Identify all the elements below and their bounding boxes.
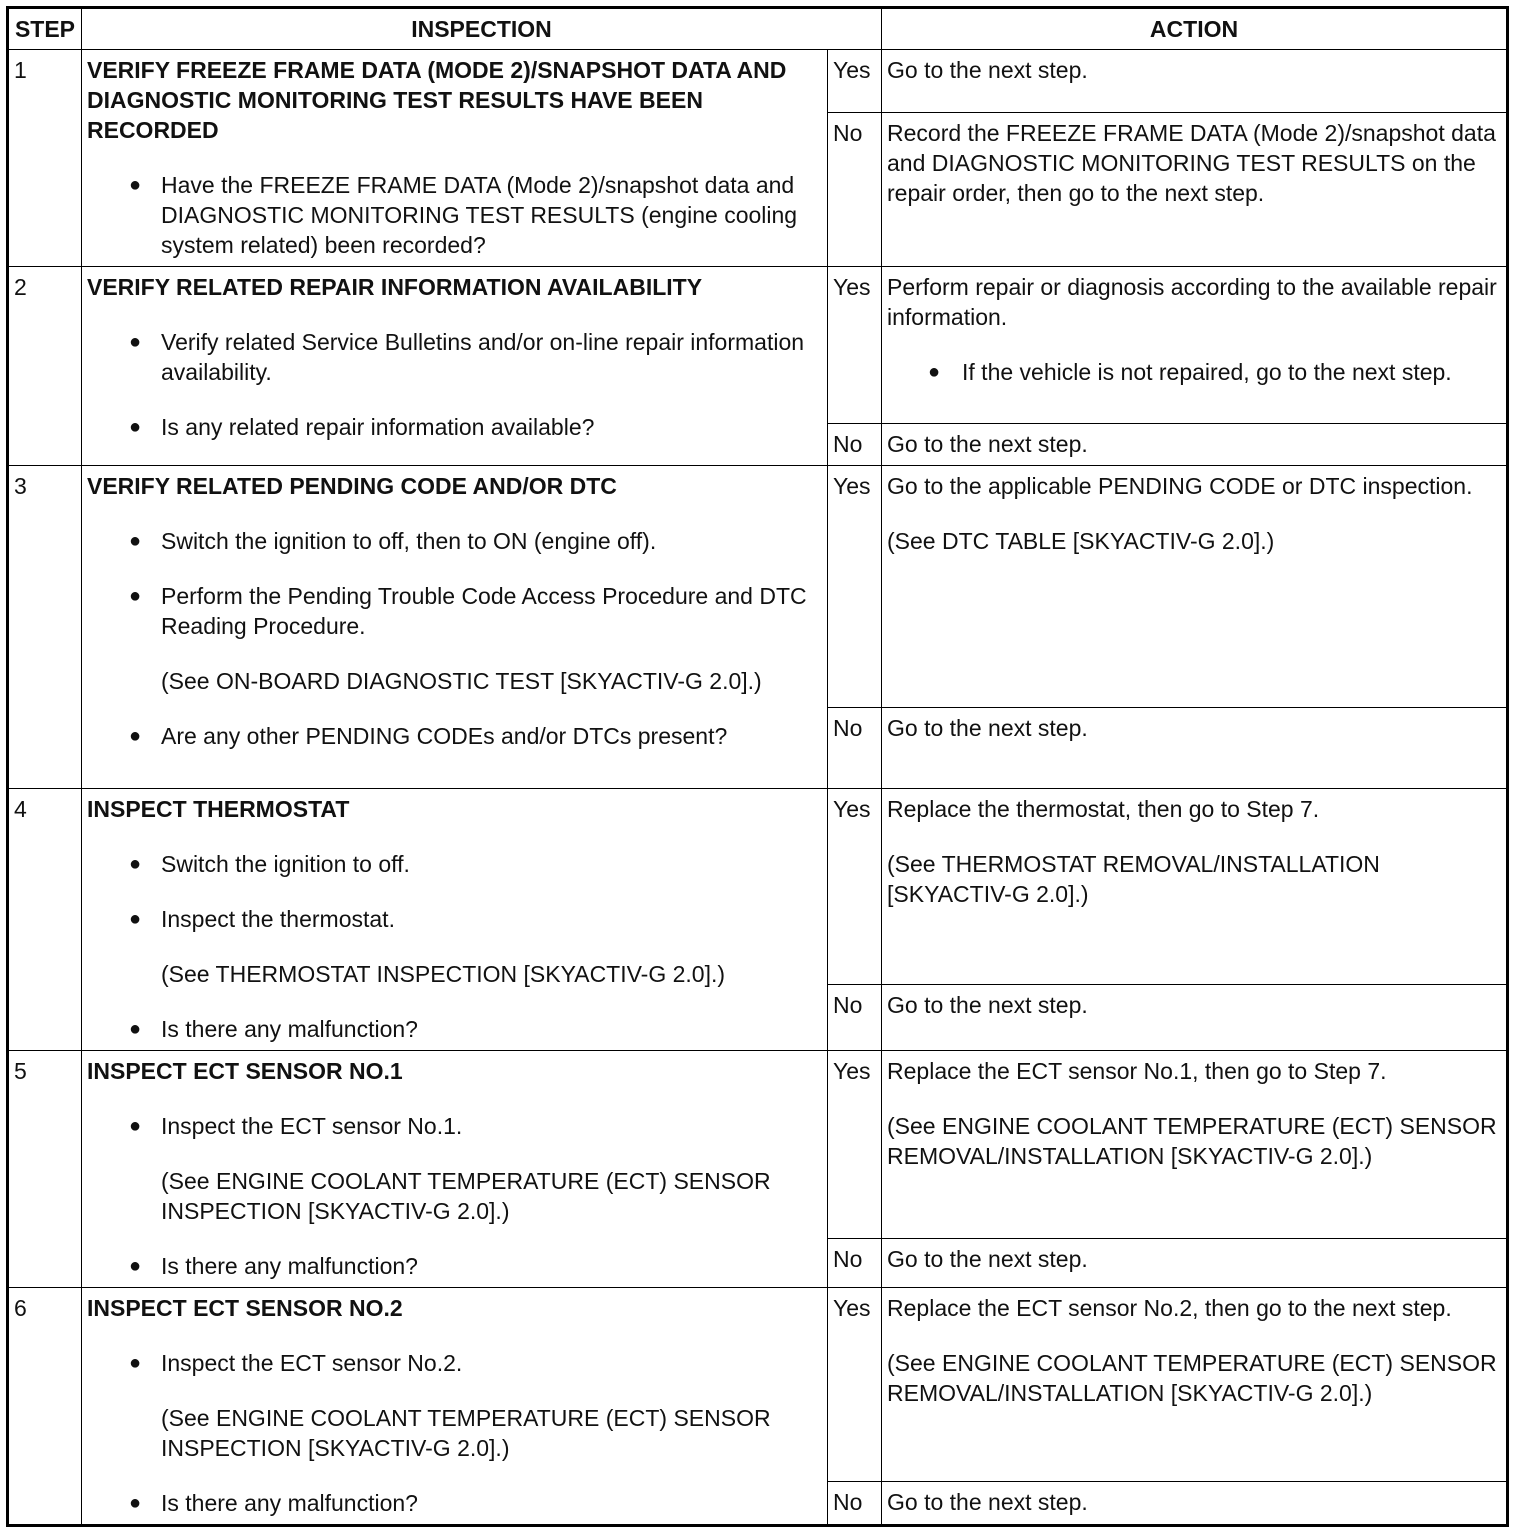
yes-label: Yes: [828, 1051, 882, 1239]
list-item: ● Perform the Pending Trouble Code Access Procedure and DTC Reading Procedure.: [87, 581, 823, 641]
no-label: No: [828, 708, 882, 789]
action-cell: [882, 50, 1508, 113]
action-text: Record the FREEZE FRAME DATA (Mode 2)/snapshot data and DIAGNOSTIC MONITORING TEST RESULTS on the repair order, then go to the next step.: [887, 120, 1496, 206]
reference-note: (See ENGINE COOLANT TEMPERATURE (ECT) SENSOR INSPECTION [SKYACTIV-G 2.0].): [161, 1405, 771, 1461]
list-item: ● Inspect the thermostat.: [87, 904, 823, 934]
list-item: ● Verify related Service Bulletins and/or on-line repair information availability.: [87, 327, 823, 387]
inspection-cell: [82, 267, 828, 466]
reference-note: (See THERMOSTAT REMOVAL/INSTALLATION [SKYACTIV-G 2.0].): [887, 851, 1380, 907]
header-step: STEP: [8, 8, 82, 50]
table-header-row: [8, 8, 1508, 50]
yes-label: Yes: [828, 50, 882, 113]
no-label: No: [828, 1482, 882, 1526]
reference-note: (See ENGINE COOLANT TEMPERATURE (ECT) SENSOR INSPECTION [SKYACTIV-G 2.0].): [161, 1168, 771, 1224]
no-label: No: [828, 1239, 882, 1288]
action-cell: [882, 1288, 1508, 1482]
step-title: VERIFY RELATED REPAIR INFORMATION AVAILABILITY: [87, 274, 703, 300]
action-text: Go to the next step.: [887, 1246, 1088, 1272]
header-action: ACTION: [882, 8, 1508, 50]
step-number: 5: [8, 1051, 82, 1288]
action-cell: [882, 789, 1508, 985]
step-number: 4: [8, 789, 82, 1051]
bullet-list: [87, 1488, 823, 1518]
bullet-list: [87, 849, 823, 934]
list-item: ● Switch the ignition to off, then to ON (engine off).: [87, 526, 823, 556]
no-label: No: [828, 985, 882, 1051]
action-cell: [882, 466, 1508, 708]
bullet-list: [87, 1251, 823, 1281]
action-cell: [882, 424, 1508, 466]
table-row: [8, 267, 1508, 424]
action-text: Replace the ECT sensor No.2, then go to the next step.: [887, 1295, 1452, 1321]
step-title: VERIFY FREEZE FRAME DATA (MODE 2)/SNAPSHOT DATA AND DIAGNOSTIC MONITORING TEST RESULTS HAVE BEEN RECORDED: [87, 57, 787, 143]
step-title: VERIFY RELATED PENDING CODE AND/OR DTC: [87, 473, 617, 499]
action-bullet-list: [887, 357, 1502, 387]
action-text: Go to the next step.: [887, 992, 1088, 1018]
reference-note: (See ENGINE COOLANT TEMPERATURE (ECT) SENSOR REMOVAL/INSTALLATION [SKYACTIV-G 2.0].): [887, 1350, 1497, 1406]
list-item: ● If the vehicle is not repaired, go to the next step.: [887, 357, 1502, 387]
action-text: Replace the thermostat, then go to Step 7.: [887, 796, 1320, 822]
step-title: INSPECT ECT SENSOR NO.1: [87, 1058, 403, 1084]
action-cell: [882, 113, 1508, 267]
list-item: ● Is there any malfunction?: [87, 1014, 823, 1044]
header-inspection: INSPECTION: [82, 8, 882, 50]
action-text: Go to the next step.: [887, 57, 1088, 83]
inspection-cell: [82, 50, 828, 267]
no-label: No: [828, 424, 882, 466]
reference-note: (See THERMOSTAT INSPECTION [SKYACTIV-G 2.0].): [161, 961, 726, 987]
bullet-list: [87, 1014, 823, 1044]
list-item: ● Are any other PENDING CODEs and/or DTCs present?: [87, 721, 823, 751]
table-row: [8, 789, 1508, 985]
list-item: ● Switch the ignition to off.: [87, 849, 823, 879]
bullet-list: [87, 1111, 823, 1141]
action-cell: [882, 1051, 1508, 1239]
bullet-list: [87, 327, 823, 442]
table-row: [8, 1051, 1508, 1239]
action-text: Go to the next step.: [887, 715, 1088, 741]
bullet-list: [87, 526, 823, 641]
action-cell: [882, 1239, 1508, 1288]
step-number: 6: [8, 1288, 82, 1526]
list-item: ● Is any related repair information available?: [87, 412, 823, 442]
step-title: INSPECT THERMOSTAT: [87, 796, 350, 822]
list-item: ● Is there any malfunction?: [87, 1251, 823, 1281]
step-title: INSPECT ECT SENSOR NO.2: [87, 1295, 403, 1321]
action-text: Perform repair or diagnosis according to the available repair information.: [887, 274, 1497, 330]
bullet-list: [87, 721, 823, 751]
action-cell: [882, 708, 1508, 789]
reference-note: (See ENGINE COOLANT TEMPERATURE (ECT) SENSOR REMOVAL/INSTALLATION [SKYACTIV-G 2.0].): [887, 1113, 1497, 1169]
step-number: 1: [8, 50, 82, 267]
step-number: 3: [8, 466, 82, 789]
action-cell: [882, 985, 1508, 1051]
action-cell: [882, 1482, 1508, 1526]
yes-label: Yes: [828, 267, 882, 424]
inspection-cell: [82, 789, 828, 1051]
action-text: Go to the next step.: [887, 1489, 1088, 1515]
action-text: Replace the ECT sensor No.1, then go to Step 7.: [887, 1058, 1387, 1084]
action-cell: [882, 267, 1508, 424]
list-item: ● Is there any malfunction?: [87, 1488, 823, 1518]
reference-note: (See DTC TABLE [SKYACTIV-G 2.0].): [887, 528, 1275, 554]
action-text: Go to the applicable PENDING CODE or DTC inspection.: [887, 473, 1473, 499]
yes-label: Yes: [828, 466, 882, 708]
list-item: ● Have the FREEZE FRAME DATA (Mode 2)/snapshot data and DIAGNOSTIC MONITORING TEST RESULTS (engine cooling system related) been recorded?: [87, 170, 823, 260]
yes-label: Yes: [828, 789, 882, 985]
inspection-cell: [82, 1288, 828, 1526]
bullet-list: [87, 170, 823, 260]
no-label: No: [828, 113, 882, 267]
diagnostic-procedure-table: [6, 6, 1509, 1527]
inspection-cell: [82, 1051, 828, 1288]
inspection-cell: [82, 466, 828, 789]
table-row: [8, 466, 1508, 708]
table-row: [8, 50, 1508, 113]
action-text: Go to the next step.: [887, 431, 1088, 457]
step-number: 2: [8, 267, 82, 466]
reference-note: (See ON-BOARD DIAGNOSTIC TEST [SKYACTIV-G 2.0].): [161, 668, 762, 694]
yes-label: Yes: [828, 1288, 882, 1482]
list-item: ● Inspect the ECT sensor No.1.: [87, 1111, 823, 1141]
bullet-list: [87, 1348, 823, 1378]
table-row: [8, 1288, 1508, 1482]
list-item: ● Inspect the ECT sensor No.2.: [87, 1348, 823, 1378]
